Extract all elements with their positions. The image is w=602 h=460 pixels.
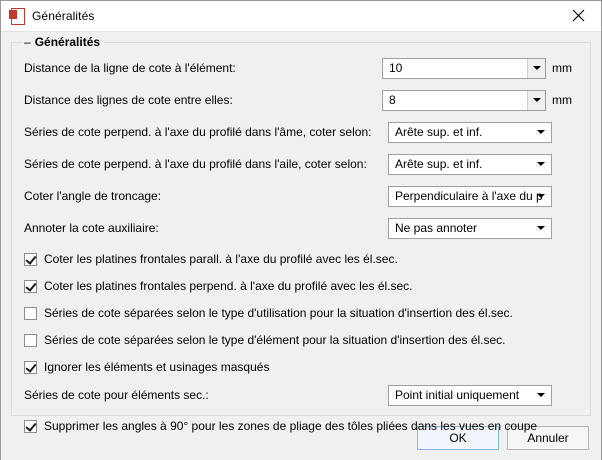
checkbox-row[interactable] <box>22 303 580 323</box>
checkbox-row[interactable] <box>22 276 580 296</box>
collapse-icon[interactable]: – <box>24 35 31 49</box>
field-label-3: Séries de cote perpend. à l'axe du profilé dans l'aile, coter selon: <box>24 157 367 171</box>
unit-label-1: mm <box>552 93 572 107</box>
field-label-0: Distance de la ligne de cote à l'élément: <box>24 61 236 75</box>
checkbox-separate-by-element-type[interactable] <box>24 334 37 347</box>
form-row <box>22 153 580 175</box>
field-label-5: Annoter la cote auxiliaire: <box>24 221 159 235</box>
dimension-series-flange-select[interactable] <box>388 154 552 175</box>
checkbox-row[interactable] <box>22 357 580 377</box>
generalities-group <box>11 35 591 433</box>
distance-dimension-line-element-input[interactable] <box>382 58 546 79</box>
distance-between-dimension-lines-input[interactable] <box>382 90 546 111</box>
field-value-3: Arête sup. et inf. <box>395 157 483 171</box>
chevron-down-icon[interactable] <box>531 386 551 405</box>
dialog-content <box>1 32 601 433</box>
chevron-down-icon[interactable] <box>531 123 551 142</box>
chevron-down-icon[interactable] <box>527 59 545 78</box>
form-row <box>22 57 580 79</box>
checkbox-row[interactable] <box>22 249 580 269</box>
form-row <box>22 185 580 207</box>
checkbox-label-1: Coter les platines frontales perpend. à l'axe du profilé avec les él.sec. <box>44 279 413 293</box>
field-value-bottom: Point initial uniquement <box>395 388 520 402</box>
checkbox-label-bottom: Supprimer les angles à 90° pour les zones de pliage des tôles pliées dans les vues en coupe <box>44 419 538 433</box>
dimension-series-web-select[interactable] <box>388 122 552 143</box>
field-value-4: Perpendiculaire à l'axe du p <box>395 189 543 203</box>
field-label-2: Séries de cote perpend. à l'axe du profilé dans l'âme, coter selon: <box>24 125 372 139</box>
checkbox-label-3: Séries de cote séparées selon le type d'élément pour la situation d'insertion des él.sec. <box>44 333 506 347</box>
ok-button[interactable]: OK <box>417 426 499 450</box>
field-value-0: 10 <box>389 61 403 75</box>
checkbox-label-0: Coter les platines frontales parall. à l'axe du profilé avec les él.sec. <box>44 252 398 266</box>
checkbox-separate-by-usage-type[interactable] <box>24 307 37 320</box>
unit-label-0: mm <box>552 61 572 75</box>
window-title: Généralités <box>32 9 95 23</box>
chevron-down-icon[interactable] <box>531 155 551 174</box>
checkbox-label-4: Ignorer les éléments et usinages masqués <box>44 360 270 374</box>
chevron-down-icon[interactable] <box>531 219 551 238</box>
field-value-5: Ne pas annoter <box>395 221 478 235</box>
chevron-down-icon[interactable] <box>531 187 551 206</box>
checkbox-front-plates-parallel[interactable] <box>24 253 37 266</box>
field-value-1: 8 <box>389 93 396 107</box>
form-row <box>22 384 580 406</box>
form-row <box>22 121 580 143</box>
field-label-4: Coter l'angle de troncage: <box>24 189 162 203</box>
chevron-down-icon[interactable] <box>527 91 545 110</box>
annotate-auxiliary-dimension-select[interactable] <box>388 218 552 239</box>
cut-angle-dimension-select[interactable] <box>388 186 552 207</box>
checkbox-label-2: Séries de cote séparées selon le type d'utilisation pour la situation d'insertion des él.sec. <box>44 306 513 320</box>
form-row <box>22 89 580 111</box>
checkbox-front-plates-perpendicular[interactable] <box>24 280 37 293</box>
group-title-label: Généralités <box>34 35 101 49</box>
group-title <box>22 35 104 49</box>
secondary-elements-dimension-series-select[interactable] <box>388 385 552 406</box>
field-label-1: Distance des lignes de cote entre elles: <box>24 93 233 107</box>
close-icon[interactable] <box>556 1 601 30</box>
field-value-2: Arête sup. et inf. <box>395 125 483 139</box>
checkbox-suppress-90-degree-angles[interactable] <box>24 420 37 433</box>
checkbox-ignore-hidden-elements[interactable] <box>24 361 37 374</box>
cancel-button[interactable]: Annuler <box>507 426 589 450</box>
title-bar <box>1 1 601 32</box>
app-document-icon <box>9 8 25 24</box>
field-label-bottom: Séries de cote pour éléments sec.: <box>24 388 209 402</box>
checkbox-row[interactable] <box>22 330 580 350</box>
form-row <box>22 217 580 239</box>
checkbox-row[interactable] <box>22 416 580 436</box>
